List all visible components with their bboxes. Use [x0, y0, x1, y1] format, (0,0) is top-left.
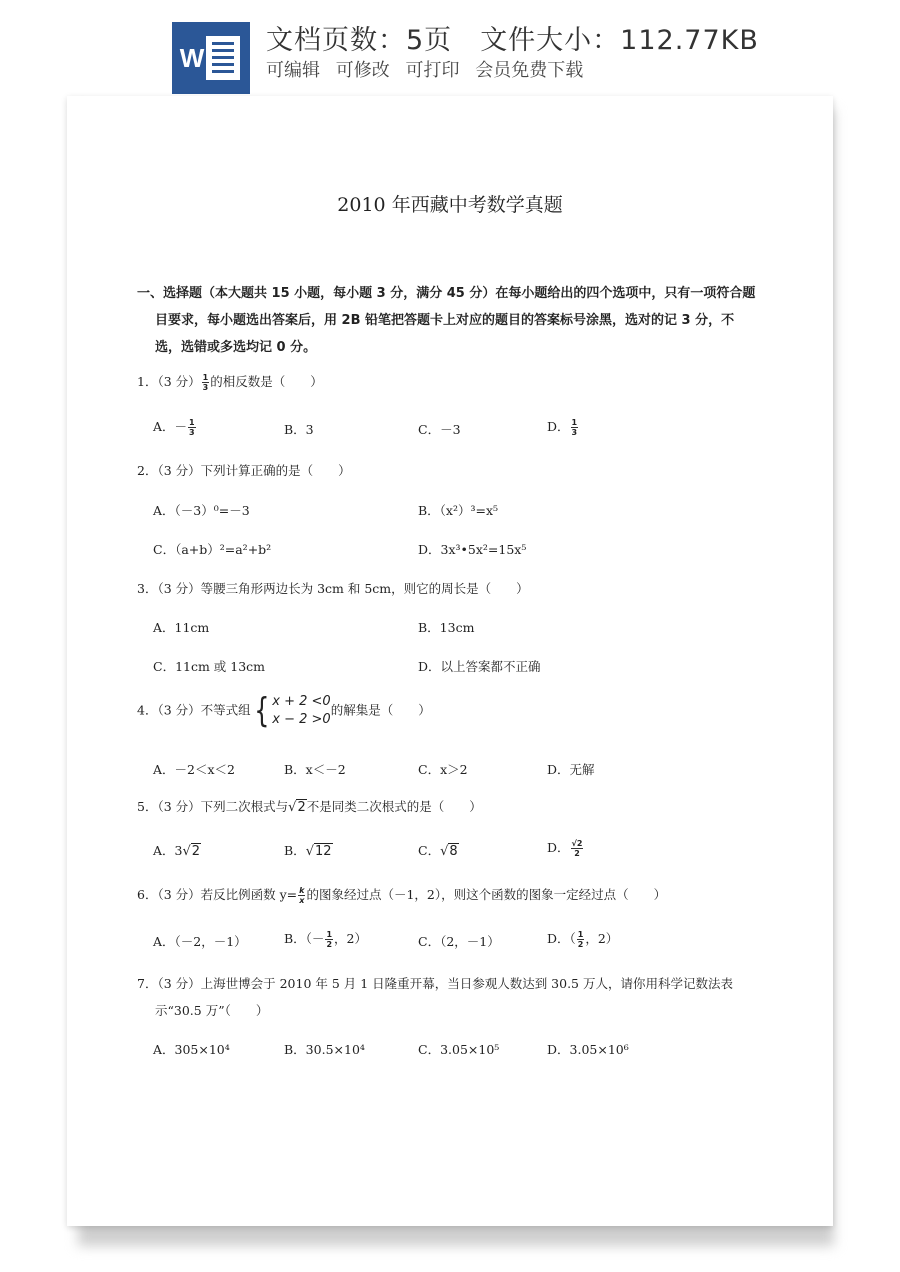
q4-option-d[interactable]: D．无解: [547, 762, 595, 777]
q7-option-a[interactable]: A．305×10⁴: [153, 1042, 230, 1057]
q1-option-a[interactable]: A．－ $\frac{1}{3}$: [153, 418, 195, 437]
question-7-line-1: 7．（3 分）上海世博会于 2010 年 5 月 1 日隆重开幕，当日参观人数达到 30.5 万人，请你用科学记数法表: [137, 976, 733, 991]
section-line-2: 目要求，每小题选出答案后，用 2B 铅笔把答题卡上对应的题目的答案标号涂黑，选对的记 3 分，不: [155, 313, 735, 328]
section-line-1: 一、选择题（本大题共 15 小题，每小题 3 分，满分 45 分）在每小题给出的四个选项中，只有一项符合题: [137, 286, 756, 301]
q2-option-a[interactable]: A．（－3）⁰=－3: [153, 503, 250, 518]
inequality-system: x + 2 <0 x − 2 >0: [272, 694, 331, 727]
q2-option-d[interactable]: D．3x³•5x²=15x⁵: [418, 542, 527, 557]
q5-option-d[interactable]: D． $\frac{√2}{2}$: [547, 839, 583, 858]
svg-text:W: W: [179, 43, 205, 73]
q3-option-d[interactable]: D．以上答案都不正确: [418, 659, 541, 674]
q4-option-c[interactable]: C．x＞2: [418, 762, 468, 777]
file-info: [266, 18, 759, 57]
feature-editable: 可编辑: [266, 60, 320, 81]
question-7-line-2: 示“30.5 万”（ ）: [155, 1003, 269, 1018]
question-1: 1．（3 分） $\frac{1}{3}$ 的相反数是（ ）: [137, 373, 323, 392]
question-2: 2．（3 分）下列计算正确的是（ ）: [137, 463, 351, 478]
question-3: 3．（3 分）等腰三角形两边长为 3cm 和 5cm，则它的周长是（ ）: [137, 581, 529, 596]
question-5: 5．（3 分）下列二次根式与√2不是同类二次根式的是（ ）: [137, 799, 482, 815]
brace-icon: {: [253, 691, 270, 731]
q6-option-d[interactable]: D．（ $\frac{1}{2}$ ，2）: [547, 930, 619, 949]
feature-modifiable: 可修改: [335, 60, 390, 81]
feature-list: [266, 56, 593, 82]
q3-option-c[interactable]: C．11cm 或 13cm: [153, 659, 266, 674]
q3-option-a[interactable]: A．11cm: [153, 620, 210, 635]
question-6: 6．（3 分）若反比例函数 y= $\frac{k}{x}$ 的图象经过点（－1，2），则这个函数的图象一定经过点（ ）: [137, 886, 667, 905]
q4-option-b[interactable]: B．x＜－2: [284, 762, 346, 777]
feature-free-download: 会员免费下载: [475, 60, 584, 81]
q2-option-c[interactable]: C．（a+b）²=a²+b²: [153, 542, 272, 557]
sqrt-expression: √2: [288, 800, 306, 815]
word-document-icon: [172, 22, 250, 94]
section-line-3: 选，选错或多选均记 0 分。: [155, 340, 317, 355]
q1-option-d[interactable]: D． $\frac{1}{3}$: [547, 418, 578, 437]
q6-option-c[interactable]: C．（2，－1）: [418, 934, 500, 949]
feature-printable: 可打印: [405, 60, 460, 81]
q6-option-a[interactable]: A．（－2，－1）: [153, 934, 247, 949]
q3-option-b[interactable]: B．13cm: [418, 620, 475, 635]
q1-option-b[interactable]: B．3: [284, 422, 314, 437]
q7-option-b[interactable]: B．30.5×10⁴: [284, 1042, 365, 1057]
download-banner: [0, 0, 900, 96]
q2-option-b[interactable]: B．（x²）³=x⁵: [418, 503, 499, 518]
q6-option-b[interactable]: B．（－ $\frac{1}{2}$ ，2）: [284, 930, 367, 949]
page-title: 2010 年西藏中考数学真题: [337, 194, 563, 216]
q1-option-c[interactable]: C．－3: [418, 422, 461, 437]
document-page: [67, 96, 833, 1226]
q5-option-b[interactable]: B．√12: [284, 843, 332, 859]
page-count: 文档页数：5页: [266, 25, 453, 56]
q7-option-c[interactable]: C．3.05×10⁵: [418, 1042, 500, 1057]
q5-option-a[interactable]: A．3√2: [153, 843, 201, 859]
q4-option-a[interactable]: A．－2＜x＜2: [153, 762, 235, 777]
question-4: 4．（3 分）不等式组 { x + 2 <0 x − 2 >0 的解集是（ ）: [137, 691, 431, 731]
section-instructions: [137, 280, 777, 361]
q5-option-c[interactable]: C．√8: [418, 843, 458, 859]
file-size: 文件大小：112.77KB: [480, 25, 759, 56]
fraction: $\frac{1}{3}$: [202, 373, 209, 392]
q7-option-d[interactable]: D．3.05×10⁶: [547, 1042, 629, 1057]
